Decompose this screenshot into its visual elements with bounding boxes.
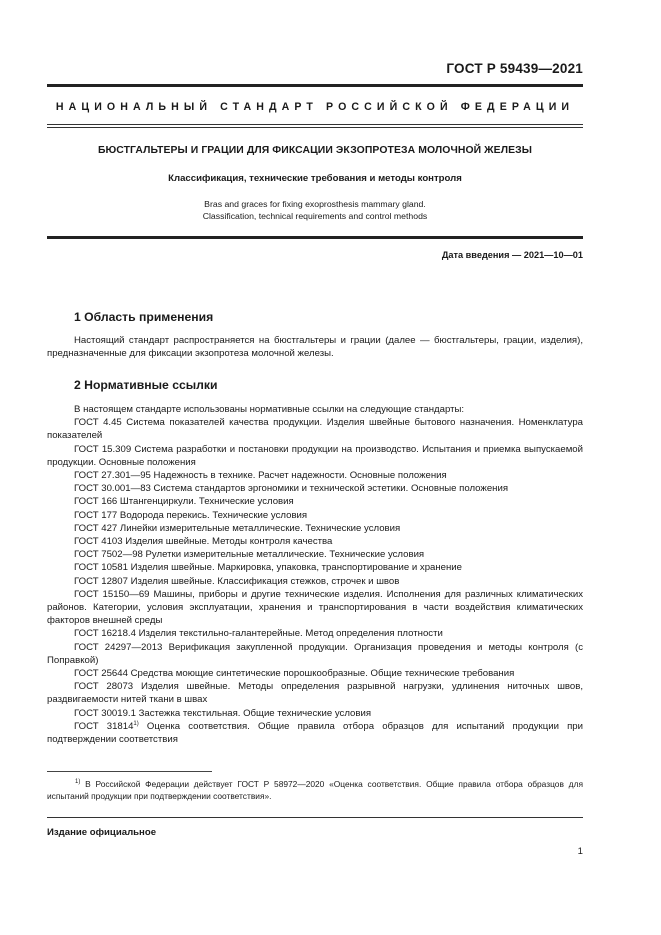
section-1-heading: 1 Область применения: [74, 310, 214, 324]
footnote-marker: 1): [75, 779, 81, 786]
page-number: 1: [577, 846, 583, 857]
reference-item: ГОСТ 177 Водорода перекись. Технические условия: [74, 509, 308, 521]
reference-item: ГОСТ 16218.4 Изделия текстильно-галантерейные. Метод определения плотности: [74, 628, 443, 640]
document-title: БЮСТГАЛЬТЕРЫ И ГРАЦИИ ДЛЯ ФИКСАЦИИ ЭКЗОПРОТЕЗА МОЛОЧНОЙ ЖЕЛЕЗЫ: [97, 145, 533, 156]
rule-under-banner-1: [47, 124, 583, 125]
footnote-body: В Российской Федерации действует ГОСТ Р 58972—2020 «Оценка соответствия. Общие правила отбора образцов для испытаний продукции при подтверждении соответствия».: [47, 779, 583, 801]
edition-rule: [47, 817, 583, 818]
doc-number: ГОСТ Р 59439—2021: [446, 61, 583, 76]
section-2-body: [47, 403, 583, 746]
section-2-heading: 2 Нормативные ссылки: [74, 378, 218, 392]
reference-item: ГОСТ 7502—98 Рулетки измерительные металлические. Технические условия: [74, 549, 425, 561]
reference-item: ГОСТ 4.45 Система показателей качества продукции. Изделия швейные бытового назначения. Номенклатура показателей: [47, 417, 583, 442]
reference-item: ГОСТ 15.309 Система разработки и постановки продукции на производство. Испытания и приемка выпускаемой продукции. Основные положения: [47, 443, 583, 468]
reference-item: ГОСТ 166 Штангенциркули. Технические условия: [74, 496, 294, 508]
english-title-line-1: Bras and graces for fixing exoprosthesis mammary gland.: [204, 199, 426, 209]
national-standard-banner: НАЦИОНАЛЬНЫЙ СТАНДАРТ РОССИЙСКОЙ ФЕДЕРАЦИИ: [55, 101, 575, 113]
footnote-rule: [47, 771, 212, 772]
reference-item: ГОСТ 15150—69 Машины, приборы и другие технические изделия. Исполнения для различных климатических районов. Категории, условия эксплуатации, хранения и транспортирования в части воздействия климатических факторов внешней среды: [47, 588, 583, 627]
rule-under-banner-2: [47, 127, 583, 128]
reference-item: ГОСТ 25644 Средства моющие синтетические порошкообразные. Общие технические требования: [74, 668, 515, 680]
reference-item: ГОСТ 427 Линейки измерительные металлические. Технические условия: [74, 522, 401, 534]
english-title-line-2: Classification, technical requirements and control methods: [202, 211, 428, 221]
section-2-intro: В настоящем стандарте использованы нормативные ссылки на следующие стандарты:: [74, 404, 465, 415]
footnote: [47, 778, 583, 802]
document-subtitle: Классификация, технические требования и методы контроля: [168, 173, 462, 184]
title-bottom-rule: [47, 236, 583, 239]
reference-item-last: [47, 720, 583, 746]
reference-item: ГОСТ 30019.1 Застежка текстильная. Общие технические условия: [74, 707, 372, 719]
reference-item: ГОСТ 28073 Изделия швейные. Методы определения разрывной нагрузки, удлинения ниточных швов, раздвигаемости нитей ткани в швах: [47, 681, 583, 706]
official-edition-label: Издание официальное: [47, 827, 157, 838]
reference-text: Оценка соответствия. Общие правила отбора образцов для испытаний продукции при подтверждении соответствия: [47, 720, 583, 746]
reference-item: ГОСТ 4103 Изделия швейные. Методы контроля качества: [74, 536, 333, 548]
reference-item: ГОСТ 30.001—83 Система стандартов эргономики и технической эстетики. Основные положения: [74, 483, 509, 495]
english-title: [47, 198, 583, 222]
section-1-body: [47, 334, 583, 360]
reference-item: ГОСТ 10581 Изделия швейные. Маркировка, упаковка, транспортирование и хранение: [74, 562, 463, 574]
top-rule: [47, 84, 583, 87]
footnote-text: [47, 778, 583, 802]
reference-item: ГОСТ 12807 Изделия швейные. Классификация стежков, строчек и швов: [74, 575, 400, 587]
date-of-introduction: Дата введения — 2021—10—01: [441, 250, 583, 260]
reference-code: ГОСТ 31814: [74, 720, 134, 732]
reference-item: ГОСТ 24297—2013 Верификация закупленной продукции. Организация проведения и методы контроля (с Поправкой): [47, 641, 583, 666]
footnote-reference-marker[interactable]: 1): [133, 720, 139, 727]
reference-item: ГОСТ 27.301—95 Надежность в технике. Расчет надежности. Основные положения: [74, 470, 447, 482]
section-1-text: Настоящий стандарт распространяется на бюстгальтеры и грации (далее — бюстгальтеры, грации, изделия), предназначенные для фиксации экзопротеза молочной железы.: [47, 335, 583, 360]
